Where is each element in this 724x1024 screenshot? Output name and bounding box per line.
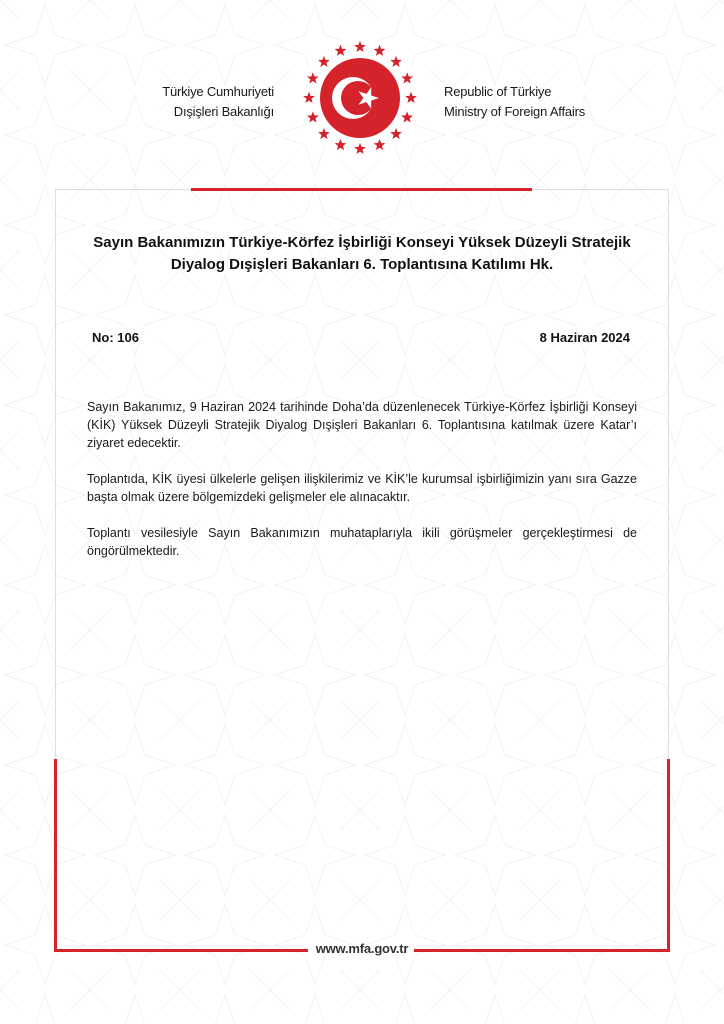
frame-right-red-line bbox=[667, 759, 670, 952]
org-en-line2: Ministry of Foreign Affairs bbox=[444, 104, 586, 119]
ministry-seal-icon bbox=[297, 35, 423, 161]
document-title: Sayın Bakanımızın Türkiye-Körfez İşbirliği Konseyi Yüksek Düzeyli Stratejik Diyalog Dışişleri Bakanları 6. Toplantısına Katılımı Hk. bbox=[93, 234, 631, 273]
frame-right-line bbox=[668, 189, 669, 759]
paragraph-3: Toplantı vesilesiyle Sayın Bakanımızın muhataplarıyla ikili görüşmeler gerçekleştirmesi de öngörülmektedir. bbox=[87, 526, 637, 558]
frame-left-line bbox=[55, 189, 56, 759]
frame-top-left-line bbox=[55, 189, 191, 190]
org-tr-line2: Dışişleri Bakanlığı bbox=[173, 104, 274, 119]
org-en-line1: Republic of Türkiye bbox=[444, 84, 552, 99]
frame-top-red-line bbox=[191, 188, 532, 191]
footer-website: www.mfa.gov.tr bbox=[315, 941, 409, 956]
org-name-english bbox=[444, 82, 585, 122]
document-body bbox=[87, 398, 637, 578]
document-date: 8 Haziran 2024 bbox=[539, 330, 630, 345]
paragraph-1: Sayın Bakanımız, 9 Haziran 2024 tarihinde Doha’da düzenlenecek Türkiye-Körfez İşbirliği Konseyi (KİK) Yüksek Düzeyli Stratejik Diyalog Dışişleri Bakanları 6. Toplantısına katılmak üzere Katar’ı ziyaret edecektir. bbox=[87, 400, 637, 450]
frame-left-red-line bbox=[54, 759, 57, 952]
paragraph-2: Toplantıda, KİK üyesi ülkelerle gelişen ilişkilerimiz ve KİK’le kurumsal işbirliğimizin yanı sıra Gazze başta olmak üzere bölgemizdeki gelişmeler ele alınacaktır. bbox=[87, 472, 637, 504]
frame-top-right-line bbox=[532, 189, 669, 190]
org-tr-line1: Türkiye Cumhuriyeti bbox=[162, 84, 274, 99]
document-number: No: 106 bbox=[92, 330, 139, 345]
org-name-turkish bbox=[162, 82, 274, 122]
